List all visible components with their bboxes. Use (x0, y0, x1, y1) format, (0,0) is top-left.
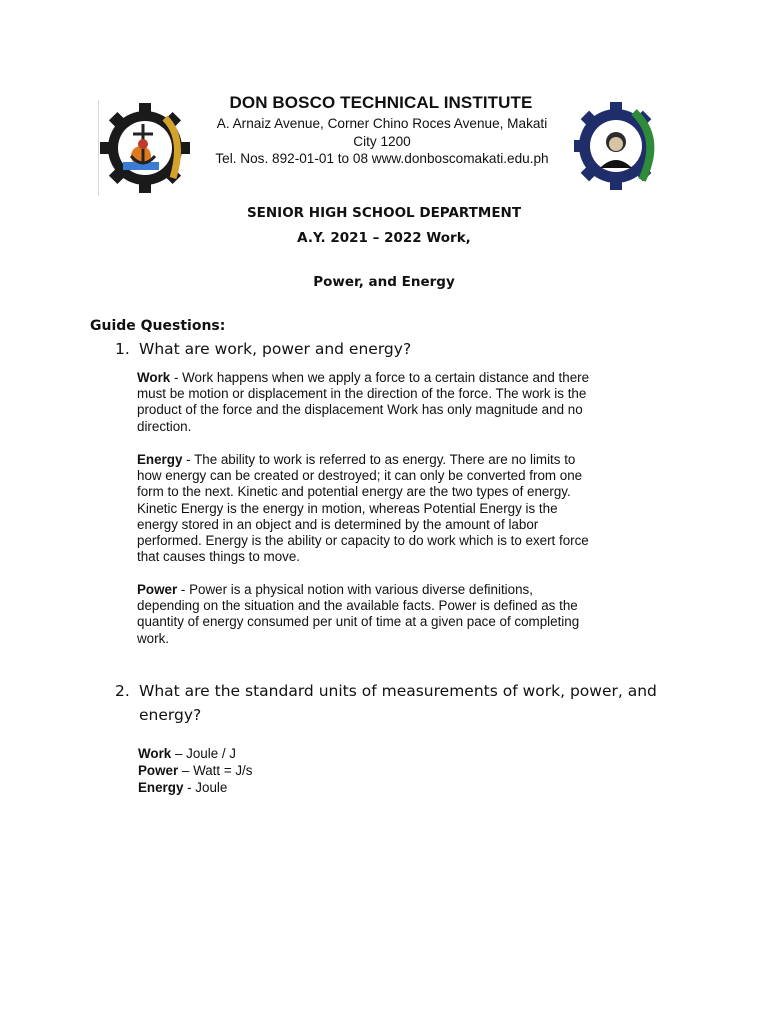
unit-energy-term: Energy (138, 780, 184, 795)
question-1 (115, 340, 411, 358)
question-1-text: What are work, power and energy? (139, 340, 412, 358)
question-1-number: 1. (115, 340, 130, 358)
school-seal-right (574, 100, 664, 196)
question-2-text: What are the standard units of measurements of work, power, and (139, 682, 657, 700)
topic-title: Power, and Energy (313, 274, 455, 290)
contact-info: Tel. Nos. 892-01-01 to 08 www.donboscomakati.edu.ph (215, 151, 549, 166)
question-2-text-cont: energy? (139, 706, 202, 724)
energy-definition (137, 452, 592, 565)
unit-energy (138, 779, 252, 796)
institution-address (196, 115, 568, 168)
school-logo-left (98, 100, 191, 196)
work-definition (137, 370, 592, 435)
question-2 (115, 679, 657, 727)
address-line-1: A. Arnaiz Avenue, Corner Chino Roces Avenue, Makati (216, 116, 548, 131)
unit-power-value: – Watt = J/s (178, 763, 253, 778)
unit-power (138, 762, 252, 779)
unit-work (138, 745, 252, 762)
power-text: - Power is a physical notion with various diverse definitions, depending on the situation and the available facts. Power is defined as the quantity of energy consumed per unit of time at a given pace of completing work. (137, 582, 580, 646)
work-text: - Work happens when we apply a force to a certain distance and there must be motion or displacement in the direction of the force. The work is the product of the force and the displacement Work has only magnitude and no direction. (137, 370, 590, 434)
question-2-number: 2. (115, 682, 130, 700)
units-list (138, 745, 252, 796)
work-term: Work (137, 370, 171, 385)
address-line-2: City 1200 (353, 133, 411, 149)
energy-term: Energy (137, 452, 183, 467)
institution-name: DON BOSCO TECHNICAL INSTITUTE (229, 93, 533, 112)
unit-work-value: – Joule / J (171, 746, 237, 761)
power-definition (137, 582, 592, 647)
unit-work-term: Work (138, 746, 172, 761)
academic-year-line: A.Y. 2021 – 2022 Work, (297, 230, 471, 246)
energy-text: - The ability to work is referred to as energy. There are no limits to how energy can be created or destroyed; it can only be converted from one form to the next. Kinetic and potential energy are the two types of energy. Kinetic Energy is the energy in motion, whereas Potential Energy is the energy stored in an object and is determined by the amount of labor performed. Energy is the ability or capacity to do work which is to exert force that causes things to move. (137, 452, 589, 565)
department-title: SENIOR HIGH SCHOOL DEPARTMENT (246, 205, 522, 221)
guide-questions-heading: Guide Questions: (90, 318, 226, 334)
power-term: Power (137, 582, 178, 597)
unit-energy-value: - Joule (183, 780, 228, 795)
unit-power-term: Power (138, 763, 179, 778)
